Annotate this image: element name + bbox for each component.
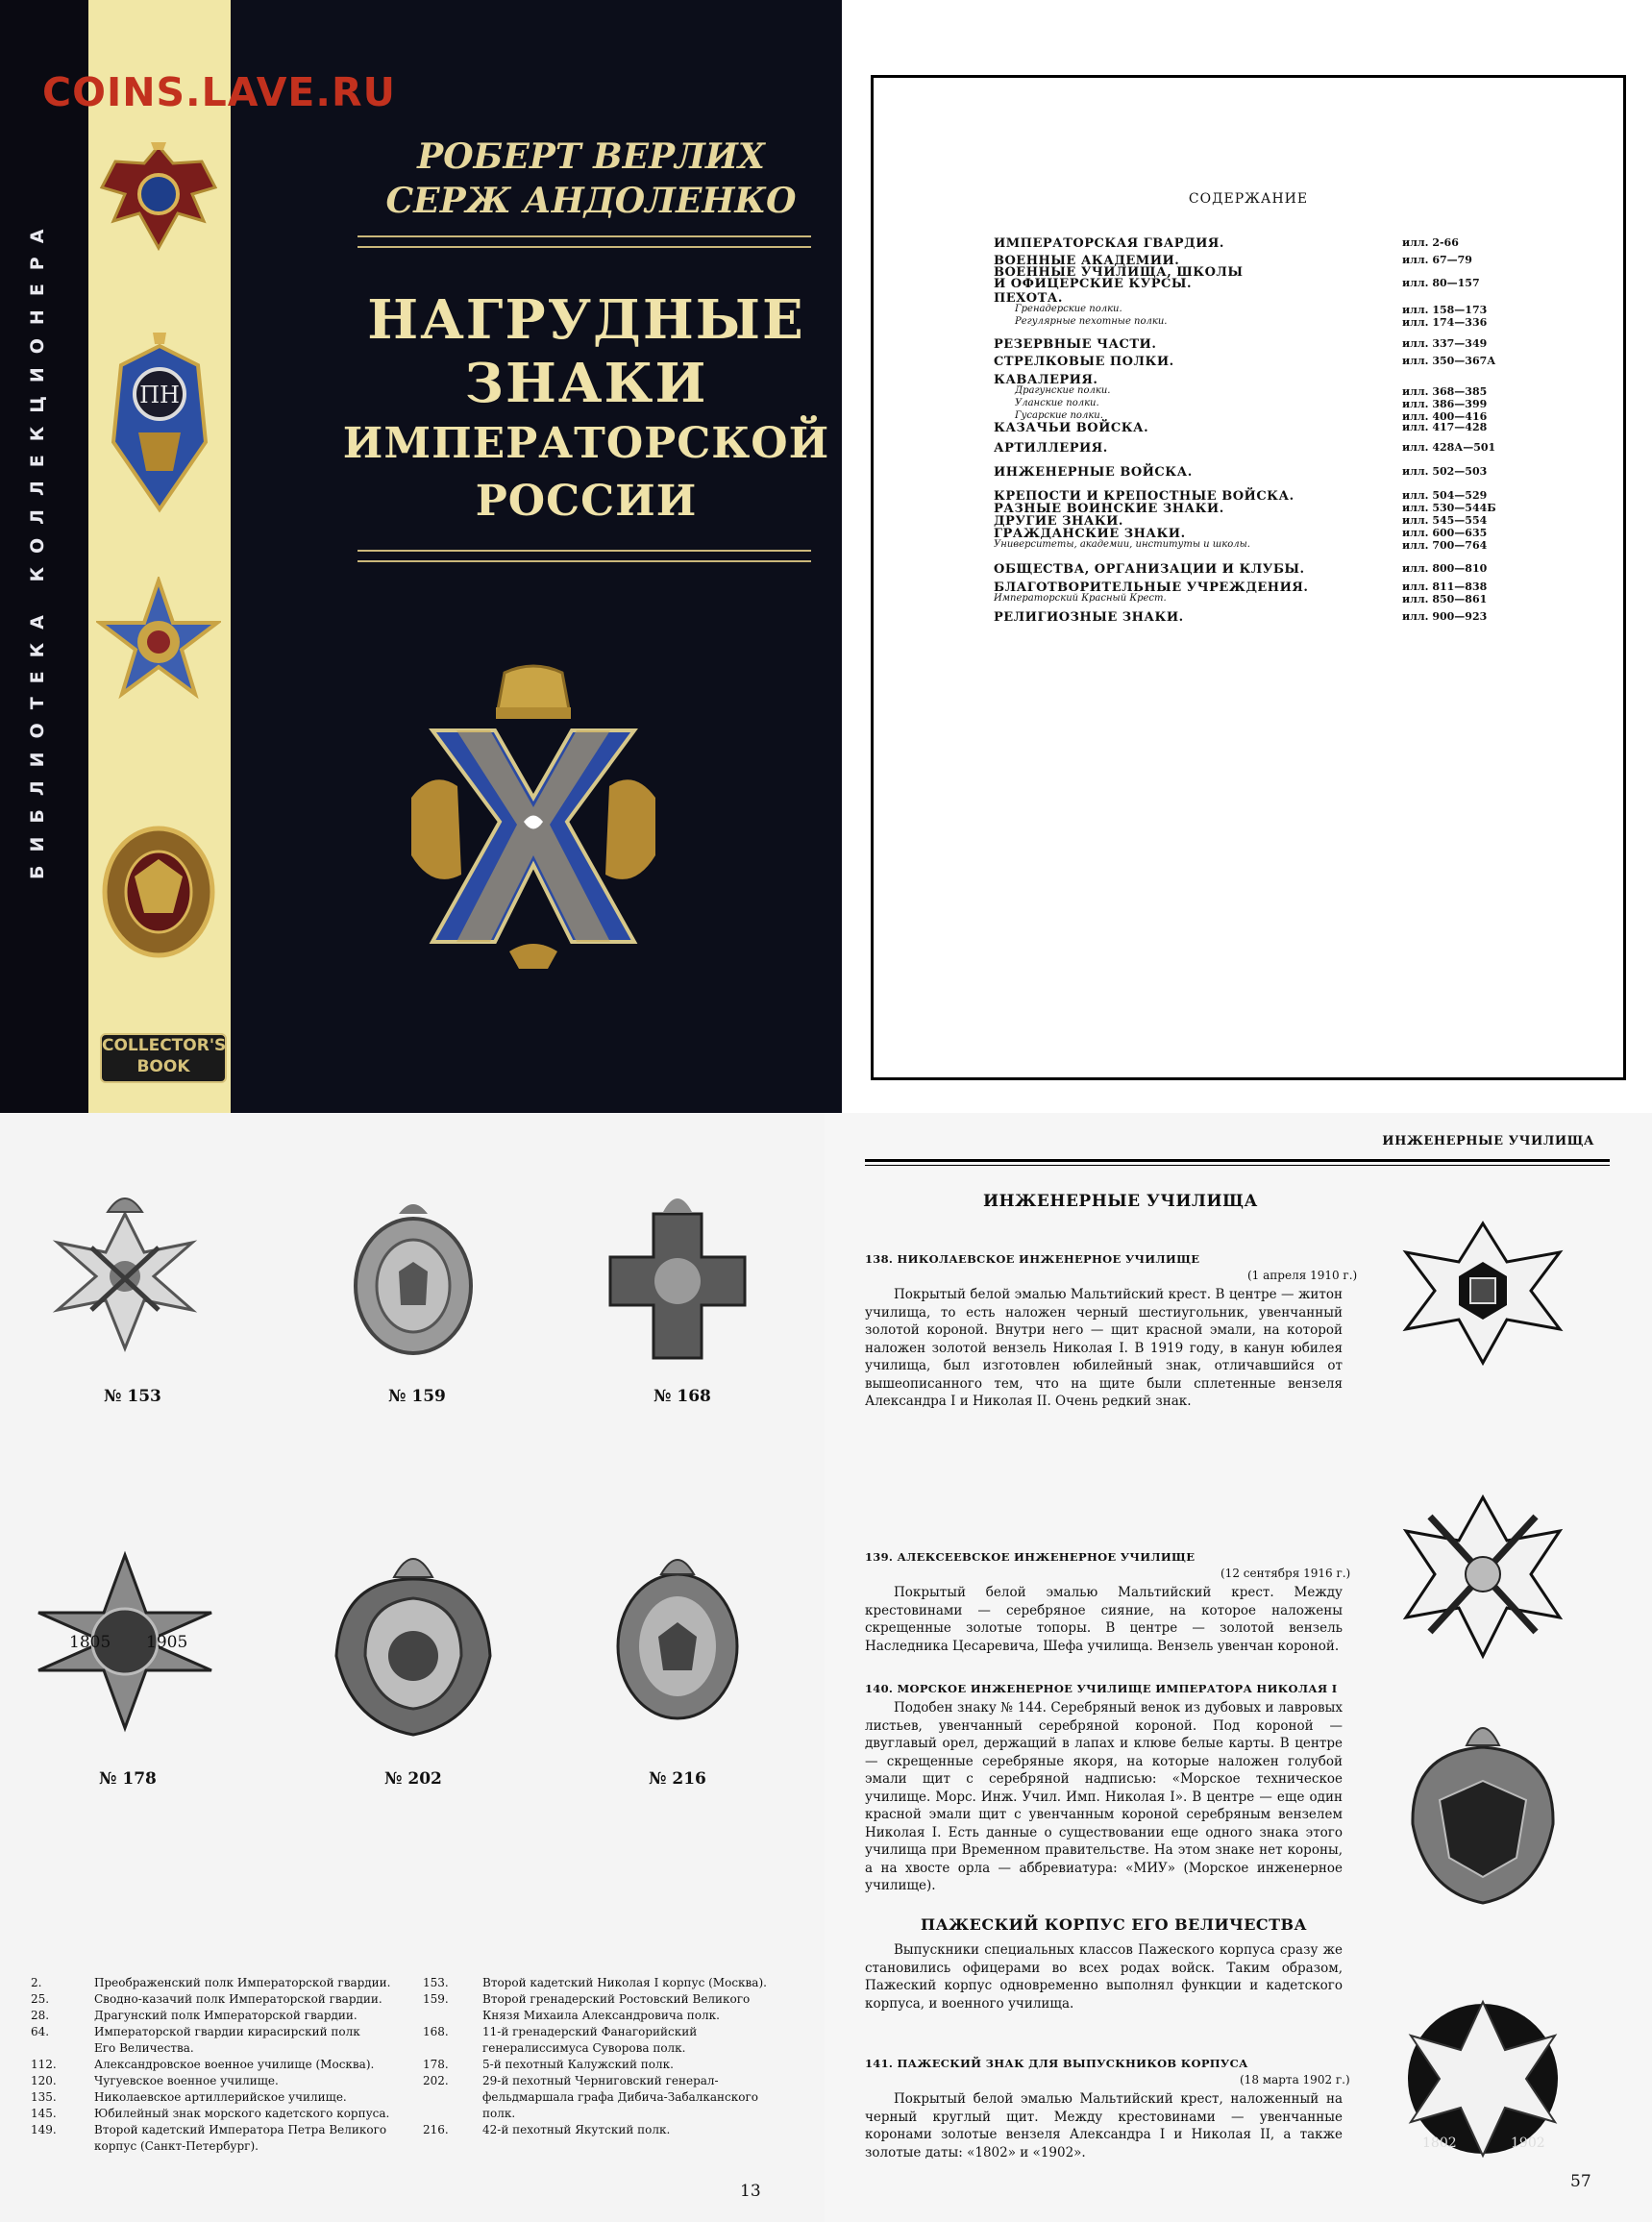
toc-row-label: КАЗАЧЬИ ВОЙСКА. xyxy=(994,421,1149,435)
page-13 xyxy=(0,1113,825,2222)
badge-141-image xyxy=(1392,1978,1574,2180)
legend-line xyxy=(31,2138,415,2155)
legend-text: Второй кадетский Николая I корпус (Москва). xyxy=(482,1976,767,1989)
toc-row-label: Драгунские полки. xyxy=(1015,385,1111,396)
toc-row-label: Императорский Красный Крест. xyxy=(994,593,1167,604)
spine-pn-monogram: ПН xyxy=(139,382,180,408)
entry-141-title: 141. ПАЖЕСКИЙ ЗНАК ДЛЯ ВЫПУСКНИКОВ КОРПУСА xyxy=(865,2057,1248,2070)
legend-line xyxy=(31,2073,415,2089)
legend-text: Сводно-казачий полк Императорской гвардии. xyxy=(94,1992,382,2006)
entry-141-paragraph: Покрытый белой эмалью Мальтийский крест, наложенный на черный круглый щит. Между крестовинами — увенчанные коронами золотые вензеля Александра I и Николая II, а также золотые даты: «1802» и «1902». xyxy=(865,2091,1343,2160)
section-title-engineering: ИНЖЕНЕРНЫЕ УЧИЛИЩА xyxy=(983,1192,1258,1211)
legend-number: 149. xyxy=(31,2123,57,2136)
entry-138-date: (1 апреля 1910 г.) xyxy=(1247,1269,1358,1282)
legend-line xyxy=(423,2008,807,2024)
legend-text: 5-й пехотный Калужский полк. xyxy=(482,2058,674,2071)
toc-row xyxy=(994,465,1532,482)
toc-row xyxy=(994,316,1532,333)
legend-line xyxy=(31,2057,415,2073)
cover-rule-bottom xyxy=(358,550,811,562)
legend-line xyxy=(423,2089,807,2106)
toc-row-label: КРЕПОСТИ И КРЕПОСТНЫЕ ВОЙСКА. xyxy=(994,489,1294,504)
toc-row xyxy=(994,539,1532,556)
legend-number: 64. xyxy=(31,2025,50,2038)
legend-text: корпус (Санкт-Петербург). xyxy=(94,2139,259,2153)
legend-number: 145. xyxy=(31,2107,57,2120)
legend-line xyxy=(31,2089,415,2106)
toc-row xyxy=(994,337,1532,355)
cover-authors xyxy=(365,135,817,223)
title-line-2: ЗНАКИ xyxy=(464,352,708,415)
toc-row-pages: илл. 530—544Б xyxy=(1402,502,1496,514)
spine-star-badge xyxy=(96,577,221,711)
entry-139-text xyxy=(865,1584,1343,1655)
legend-text: 29-й пехотный Черниговский генерал- xyxy=(482,2074,719,2087)
entry-138-paragraph: Покрытый белой эмалью Мальтийский крест. В центре — житон училища, то есть наложен черный шестиугольник, увенчанный золотой короной. Внутри него — щит красной эмали, на которой наложен золотой вензель Николая I. В 1919 году, в канун юбилея училища, был изготовлен юбилейный знак, отличавшийся от вышеописанного тем, что на щите были сплетенные вензеля Александра I и Николая II. Очень редкий знак. xyxy=(865,1287,1343,1409)
legend-right-column xyxy=(423,1975,807,2138)
toc-row-pages: илл. 545—554 xyxy=(1402,514,1488,527)
toc-row xyxy=(994,562,1532,580)
legend-line xyxy=(31,2122,415,2138)
toc-row-label: ОБЩЕСТВА, ОРГАНИЗАЦИИ И КЛУБЫ. xyxy=(994,562,1305,577)
entry-140-paragraph: Подобен знаку № 144. Серебряный венок из дубовых и лавровых листьев, увенчанный серебряной короной. Под короной — двуглавый орел, держащий в лапах и клюве белые карты. В центре — скрещенные серебряные якоря, на которые наложен голубой эмали щит с серебряной надписью: «Морское техническое училище. Морс. Инж. Учил. Имп. Николая I». В центре — еще один красной эмали щит с увенчанным короной серебряным вензелем Николая I. Есть данные о существовании еще одного знака этого училища при Временном правительстве. На этом знаке нет короны, а на хвосте орла — аббревиатура: «МИУ» (Морское инженерное училище). xyxy=(865,1700,1343,1893)
legend-number: 168. xyxy=(423,2025,449,2038)
entry-138-text xyxy=(865,1286,1343,1411)
toc-row xyxy=(994,610,1532,628)
legend-number: 202. xyxy=(423,2074,449,2087)
legend-line xyxy=(423,1991,807,2008)
toc-row-pages: илл. 368—385 xyxy=(1402,385,1488,398)
toc-row xyxy=(994,236,1532,254)
badge-216-image xyxy=(605,1536,750,1728)
contents-page xyxy=(842,0,1652,1113)
legend-line xyxy=(31,1991,415,2008)
legend-number: 153. xyxy=(423,1976,449,1989)
badge-140-image xyxy=(1401,1699,1565,1911)
badge-138-image xyxy=(1392,1209,1574,1372)
legend-line xyxy=(423,2122,807,2138)
running-head: ИНЖЕНЕРНЫЕ УЧИЛИЩА xyxy=(1382,1134,1594,1148)
section2-paragraph: Выпускники специальных классов Пажеского корпуса сразу же становились офицерами во всех родах войск. Таким образом, Пажеский корпус одновременно выполнял функции и кадетского корпуса, и военного училища. xyxy=(865,1942,1343,2012)
entry-139-paragraph: Покрытый белой эмалью Мальтийский крест. Между крестовинами — серебряное сияние, на которое наложены скрещенные золотые топоры. В центре — золотой вензель Наследника Цесаревича, Шефа училища. Вензель увенчан короной. xyxy=(865,1585,1343,1654)
toc-row-label: И ОФИЦЕРСКИЕ КУРСЫ. xyxy=(994,277,1193,291)
caption-153: № 153 xyxy=(104,1387,161,1406)
toc-row-label: РЕЗЕРВНЫЕ ЧАСТИ. xyxy=(994,337,1157,352)
publisher-logo-line1: COLLECTOR'S xyxy=(102,1036,227,1055)
spine-wreath-badge xyxy=(96,817,221,961)
page-number-57: 57 xyxy=(1570,2172,1591,2191)
toc-row-label: РАЗНЫЕ ВОИНСКИЕ ЗНАКИ. xyxy=(994,502,1224,516)
toc-row-label: КАВАЛЕРИЯ. xyxy=(994,373,1098,387)
legend-text: Второй гренадерский Ростовский Великого xyxy=(482,1992,751,2006)
contents-heading: СОДЕРЖАНИЕ xyxy=(1188,191,1309,207)
entry-139-date: (12 сентября 1916 г.) xyxy=(1221,1567,1351,1580)
legend-number: 28. xyxy=(31,2009,50,2022)
caption-159: № 159 xyxy=(388,1387,446,1406)
legend-text: Николаевское артиллерийское училище. xyxy=(94,2090,347,2104)
legend-number: 159. xyxy=(423,1992,449,2006)
legend-number: 120. xyxy=(31,2074,57,2087)
badge-202-image xyxy=(322,1521,505,1742)
legend-number: 2. xyxy=(31,1976,42,1989)
toc-row-pages: илл. 350—367А xyxy=(1402,355,1496,367)
legend-line xyxy=(31,2106,415,2122)
entry-140-title: 140. МОРСКОЕ ИНЖЕНЕРНОЕ УЧИЛИЩЕ ИМПЕРАТОРА НИКОЛАЯ I xyxy=(865,1682,1338,1695)
caption-202: № 202 xyxy=(384,1769,442,1789)
badge-168-image xyxy=(596,1175,759,1377)
series-title: БИБЛИОТЕКА КОЛЛЕКЦИОНЕРА xyxy=(27,215,48,880)
toc-row-label: ИНЖЕНЕРНЫЕ ВОЙСКА. xyxy=(994,465,1193,480)
spine-eagle-badge xyxy=(96,135,221,259)
toc-row-label: Уланские полки. xyxy=(1015,398,1099,408)
toc-row xyxy=(994,421,1532,438)
legend-left-column xyxy=(31,1975,415,2155)
toc-row-pages: илл. 2-66 xyxy=(1402,236,1459,249)
caption-216: № 216 xyxy=(649,1769,706,1789)
page-57 xyxy=(825,1113,1652,2222)
toc-row-label: АРТИЛЛЕРИЯ. xyxy=(994,441,1108,456)
cover-rule-top xyxy=(358,235,811,248)
section-title-pages-corps: ПАЖЕСКИЙ КОРПУС ЕГО ВЕЛИЧЕСТВА xyxy=(921,1915,1308,1934)
toc-row xyxy=(994,355,1532,372)
legend-text: фельдмаршала графа Дибича-Забалканского xyxy=(482,2090,758,2104)
toc-row-pages: илл. 700—764 xyxy=(1402,539,1488,552)
cover-st-andrew-badge xyxy=(404,663,663,971)
toc-row-label: ВОЕННЫЕ АКАДЕМИИ. xyxy=(994,254,1180,268)
toc-row-label: Университеты, академии, институты и школы. xyxy=(994,539,1250,550)
toc-row-pages: илл. 900—923 xyxy=(1402,610,1488,623)
legend-line xyxy=(31,2024,415,2040)
toc-row-pages: илл. 337—349 xyxy=(1402,337,1488,350)
watermark-text: COINS.LAVE.RU xyxy=(42,69,396,115)
legend-line xyxy=(31,2008,415,2024)
toc-row-label: РЕЛИГИОЗНЫЕ ЗНАКИ. xyxy=(994,610,1184,625)
contents-frame xyxy=(871,75,1626,1080)
toc-row-label: СТРЕЛКОВЫЕ ПОЛКИ. xyxy=(994,355,1174,369)
toc-row-pages: илл. 428А—501 xyxy=(1402,441,1496,454)
running-head-rule xyxy=(865,1159,1610,1166)
badge-178-year-right: 1905 xyxy=(146,1633,188,1652)
toc-row-label: ПЕХОТА. xyxy=(994,291,1063,306)
legend-text: Второй кадетский Императора Петра Великого xyxy=(94,2123,387,2136)
legend-text: полк. xyxy=(482,2107,516,2120)
toc-row-pages: илл. 800—810 xyxy=(1402,562,1488,575)
book-cover xyxy=(0,0,842,1113)
legend-text: генералиссимуса Суворова полк. xyxy=(482,2041,686,2055)
legend-number: 112. xyxy=(31,2058,57,2071)
legend-number: 216. xyxy=(423,2123,449,2136)
badge-178-image xyxy=(29,1545,221,1738)
entry-140-text xyxy=(865,1699,1343,1895)
badge-141-year-left: 1802 xyxy=(1422,2136,1457,2151)
author-2: СЕРЖ АНДОЛЕНКО xyxy=(385,181,797,221)
cover-title xyxy=(327,288,846,531)
legend-text: Князя Михаила Александровича полк. xyxy=(482,2009,720,2022)
entry-139-title: 139. АЛЕКСЕЕВСКОЕ ИНЖЕНЕРНОЕ УЧИЛИЩЕ xyxy=(865,1550,1196,1564)
badge-178-year-left: 1805 xyxy=(69,1633,111,1652)
toc-row-pages: илл. 504—529 xyxy=(1402,489,1488,502)
legend-line xyxy=(423,2073,807,2089)
badge-141-year-right: 1902 xyxy=(1511,2136,1545,2151)
toc-row-pages: илл. 174—336 xyxy=(1402,316,1488,329)
toc-row-pages: илл. 502—503 xyxy=(1402,465,1488,478)
title-line-3: ИМПЕРАТОРСКОЙ xyxy=(342,419,830,468)
toc-row-pages: илл. 158—173 xyxy=(1402,304,1488,316)
legend-line xyxy=(423,1975,807,1991)
legend-number: 135. xyxy=(31,2090,57,2104)
entry-138-title: 138. НИКОЛАЕВСКОЕ ИНЖЕНЕРНОЕ УЧИЛИЩЕ xyxy=(865,1252,1200,1266)
caption-168: № 168 xyxy=(653,1387,711,1406)
toc-row-pages: илл. 811—838 xyxy=(1402,580,1488,593)
entry-141-date: (18 марта 1902 г.) xyxy=(1240,2073,1350,2086)
toc-row xyxy=(994,441,1532,458)
toc-row-pages: илл. 67—79 xyxy=(1402,254,1472,266)
toc-row-pages: илл. 80—157 xyxy=(1402,277,1480,289)
legend-line xyxy=(31,1975,415,1991)
legend-line xyxy=(423,2040,807,2057)
caption-178: № 178 xyxy=(99,1769,157,1789)
toc-row-label: Регулярные пехотные полки. xyxy=(1015,316,1168,327)
legend-text: Юбилейный знак морского кадетского корпуса. xyxy=(94,2107,390,2120)
legend-text: Преображенский полк Императорской гвардии. xyxy=(94,1976,391,1989)
legend-line xyxy=(31,2040,415,2057)
legend-text: Императорской гвардии кирасирский полк xyxy=(94,2025,360,2038)
title-line-1: НАГРУДНЫЕ xyxy=(367,288,805,352)
entry-141-text xyxy=(865,2090,1343,2161)
publisher-logo-line2: BOOK xyxy=(136,1057,190,1076)
title-line-4: РОССИИ xyxy=(475,477,698,526)
toc-row-label: Гренадерские полки. xyxy=(1015,304,1122,314)
badge-159-image xyxy=(341,1185,485,1368)
toc-row-pages: илл. 400—416 xyxy=(1402,410,1488,423)
badge-153-image xyxy=(38,1175,211,1377)
legend-number: 25. xyxy=(31,1992,50,2006)
toc-row-label: ВОЕННЫЕ УЧИЛИЩА, ШКОЛЫ xyxy=(994,265,1244,280)
publisher-logo xyxy=(100,1033,227,1083)
toc-row-label: ИМПЕРАТОРСКАЯ ГВАРДИЯ. xyxy=(994,236,1224,251)
legend-number: 178. xyxy=(423,2058,449,2071)
legend-line xyxy=(423,2106,807,2122)
toc-row-label: Гусарские полки. xyxy=(1015,410,1103,421)
toc-row xyxy=(994,593,1532,610)
section2-text xyxy=(865,1941,1343,2012)
toc-row-label: ГРАЖДАНСКИЕ ЗНАКИ. xyxy=(994,527,1186,541)
legend-line xyxy=(423,2024,807,2040)
author-1: РОБЕРТ ВЕРЛИХ xyxy=(417,136,765,177)
toc-row-label: БЛАГОТВОРИТЕЛЬНЫЕ УЧРЕЖДЕНИЯ. xyxy=(994,580,1309,595)
badge-139-image xyxy=(1392,1478,1574,1670)
legend-text: 42-й пехотный Якутский полк. xyxy=(482,2123,671,2136)
legend-text: Александровское военное училище (Москва). xyxy=(94,2058,375,2071)
toc-row-label: ДРУГИЕ ЗНАКИ. xyxy=(994,514,1123,529)
toc-row-pages: илл. 850—861 xyxy=(1402,593,1488,605)
legend-text: Чугуевское военное училище. xyxy=(94,2074,279,2087)
legend-text: Драгунский полк Императорской гвардии. xyxy=(94,2009,358,2022)
toc-row-pages: илл. 417—428 xyxy=(1402,421,1488,433)
toc-row-pages: илл. 600—635 xyxy=(1402,527,1488,539)
legend-text: Его Величества. xyxy=(94,2041,194,2055)
legend-text: 11-й гренадерский Фанагорийский xyxy=(482,2025,698,2038)
toc-row-pages: илл. 386—399 xyxy=(1402,398,1488,410)
spine-pn-badge xyxy=(100,327,219,519)
page-number-13: 13 xyxy=(740,2182,761,2201)
legend-line xyxy=(423,2057,807,2073)
